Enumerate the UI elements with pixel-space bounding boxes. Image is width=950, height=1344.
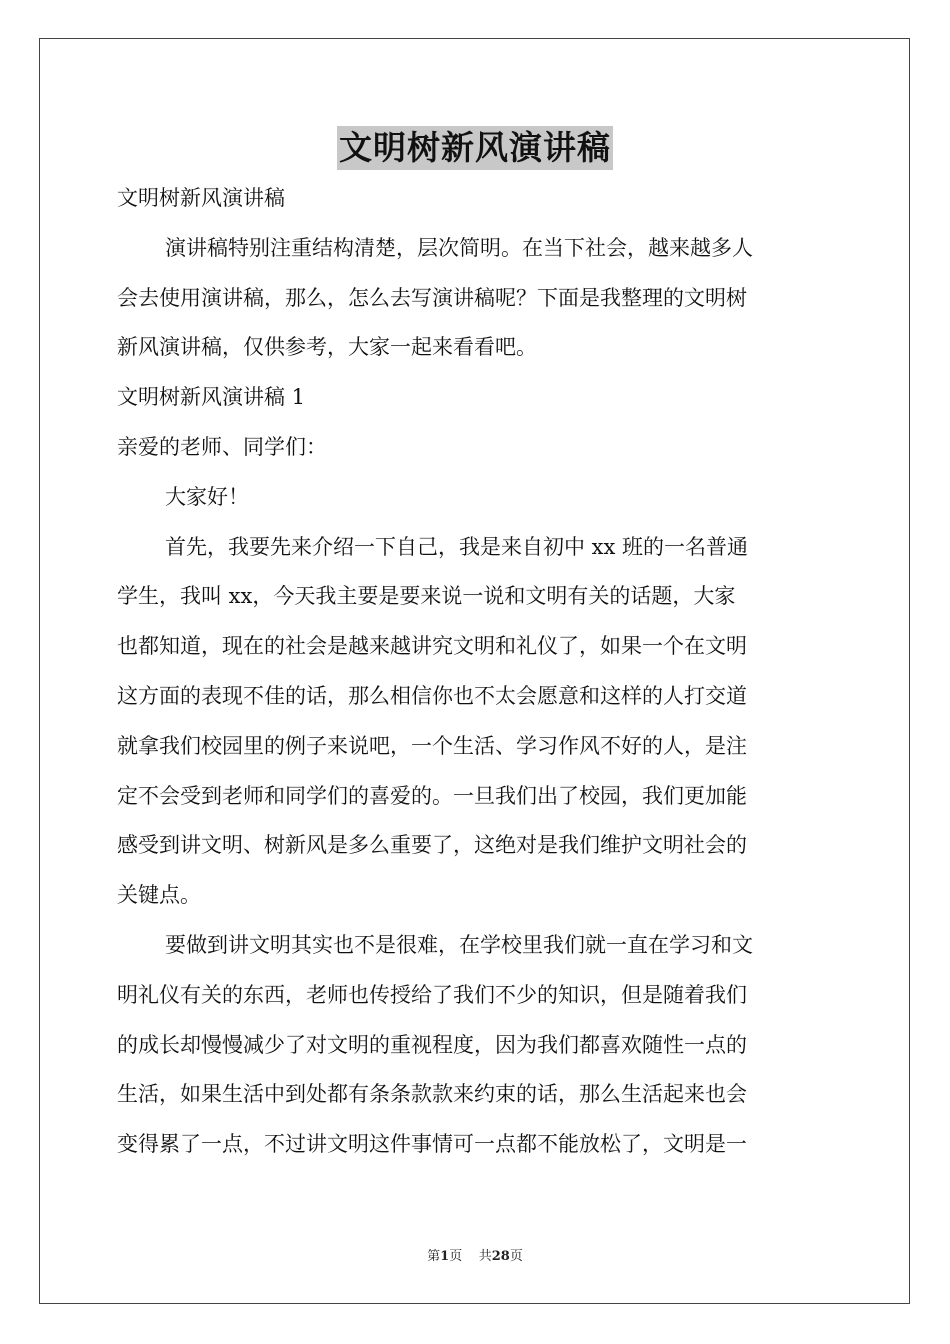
text-line: 文明树新风演讲稿: [117, 186, 285, 210]
text-line: 大家好！: [165, 484, 249, 509]
text-line: 变得累了一点，不过讲文明这件事情可一点都不能放松了，文明是一: [117, 1132, 747, 1157]
text-line: 亲爱的老师、同学们：: [117, 434, 327, 459]
text-line: 生活，如果生活中到处都有条条款款来约束的话，那么生活起来也会: [117, 1082, 747, 1107]
title-container: [0, 126, 950, 170]
text-line: 新风演讲稿，仅供参考，大家一起来看看吧。: [117, 335, 537, 360]
footer-page-unit: 页: [449, 1249, 463, 1264]
footer-page-number: 1: [440, 1249, 450, 1264]
text-line: 关键点。: [117, 883, 201, 908]
text-line: 的成长却慢慢减少了对文明的重视程度，因为我们都喜欢随性一点的: [117, 1032, 747, 1057]
footer-page-prefix: 第: [427, 1249, 441, 1264]
footer-total-pages: 28: [491, 1249, 510, 1264]
footer-total-unit: 页: [509, 1249, 523, 1264]
page-footer: [0, 1248, 950, 1266]
text-line: 感受到讲文明、树新风是多么重要了，这绝对是我们维护文明社会的: [117, 833, 747, 858]
document-body: [117, 174, 833, 1170]
text-line: 要做到讲文明其实也不是很难，在学校里我们就一直在学习和文: [165, 932, 753, 957]
text-line: 明礼仪有关的东西，老师也传授给了我们不少的知识，但是随着我们: [117, 982, 747, 1007]
text-line: 就拿我们校园里的例子来说吧，一个生活、学习作风不好的人，是注: [117, 733, 747, 758]
text-line: 文明树新风演讲稿 1: [117, 385, 306, 410]
text-line: 这方面的表现不佳的话，那么相信你也不太会愿意和这样的人打交道: [117, 683, 747, 708]
footer-total-prefix: 共: [478, 1249, 492, 1264]
text-line: 也都知道，现在的社会是越来越讲究文明和礼仪了，如果一个在文明: [117, 634, 747, 659]
text-line: 首先，我要先来介绍一下自己，我是来自初中 xx 班的一名普通: [165, 534, 749, 559]
text-line: 会去使用演讲稿，那么，怎么去写演讲稿呢？下面是我整理的文明树: [117, 285, 747, 310]
text-line: 学生，我叫 xx，今天我主要是要来说一说和文明有关的话题，大家: [117, 584, 736, 609]
text-line: 定不会受到老师和同学们的喜爱的。一旦我们出了校园，我们更加能: [117, 783, 747, 808]
document-title: 文明树新风演讲稿: [337, 126, 613, 170]
text-line: 演讲稿特别注重结构清楚，层次简明。在当下社会，越来越多人: [165, 235, 753, 260]
